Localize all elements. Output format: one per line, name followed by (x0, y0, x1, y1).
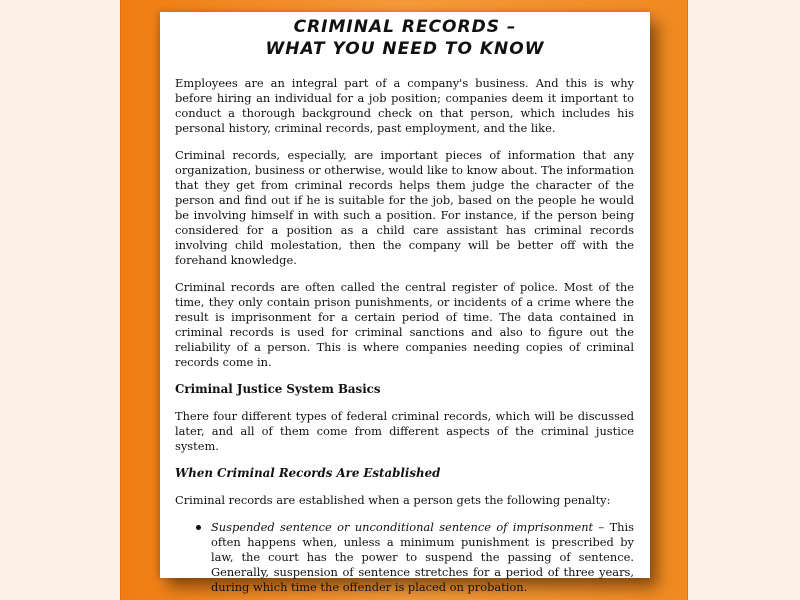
list-item-text: – This often happens when, unless a minimum punishment is prescribed by law, the court has the power to suspend the passing of sentence. Generally, suspension of sentence stretches for a period of three years, during which time the offender is placed on probation. (211, 520, 634, 594)
paragraph-importance: Criminal records, especially, are important pieces of information that any organization, business or otherwise, would like to know about. The information that they get from criminal records helps them judge the character of the person and find out if he is suitable for the job, based on the people he would be involving himself in with such a position. For instance, if the person being considered for a position as a child care assistant has criminal records involving child molestation, then the company will be better off with the forehand knowledge. (175, 148, 634, 267)
section-heading: Criminal Justice System Basics (175, 382, 381, 396)
penalty-list (175, 520, 634, 595)
bullet-icon (196, 525, 201, 530)
list-item (211, 520, 634, 595)
document-page (160, 12, 650, 594)
paragraph-central-register: Criminal records are often called the central register of police. Most of the time, they only contain prison punishments, or incidents of a crime where the result is imprisonment for a certain period of time. The data contained in criminal records is used for criminal sanctions and also to figure out the reliability of a person. This is where companies needing copies of criminal records come in. (175, 280, 634, 369)
title-line-2: WHAT YOU NEED TO KNOW (265, 39, 545, 59)
list-item-term: Suspended sentence or unconditional sentence of imprisonment (211, 520, 594, 534)
paragraph-section: There four different types of federal criminal records, which will be discussed later, and all of them come from different aspects of the criminal justice system. (175, 409, 634, 453)
document-body (175, 76, 634, 595)
title-line-1: CRIMINAL RECORDS – (293, 17, 517, 37)
paragraph-intro: Employees are an integral part of a company's business. And this is why before hiring an individual for a job position; companies deem it important to conduct a thorough background check on that person, which includes his personal history, criminal records, past employment, and the like. (175, 76, 634, 135)
document-title (160, 16, 650, 60)
paragraph-subsection: Criminal records are established when a person gets the following penalty: (175, 493, 611, 507)
subsection-heading: When Criminal Records Are Established (175, 466, 441, 480)
